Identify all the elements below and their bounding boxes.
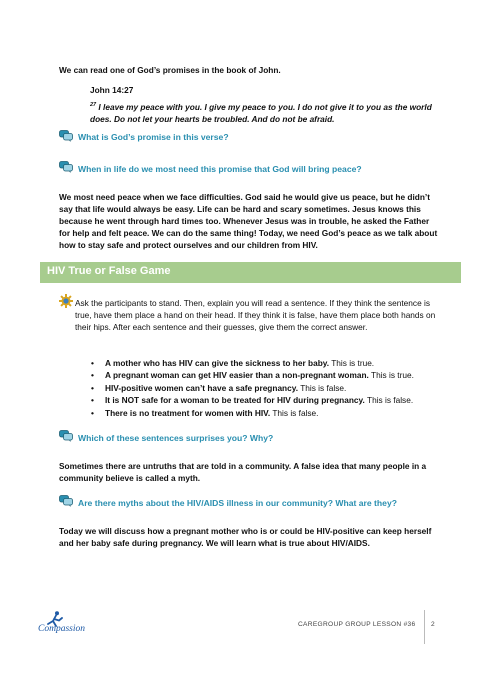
- chat-bubbles-icon: [59, 130, 73, 142]
- statement-text: HIV-positive women can’t have a safe pregnancy.: [105, 382, 299, 393]
- chat-bubbles-icon: [59, 495, 73, 507]
- list-item: [91, 382, 461, 394]
- discussion-question-3: [59, 429, 274, 447]
- statement-text: There is no treatment for women with HIV.: [105, 407, 271, 418]
- statement-text: A pregnant woman can get HIV easier than a non-pregnant woman.: [105, 370, 369, 381]
- statement-answer: This is true.: [368, 370, 414, 381]
- question-text: What is God’s promise in this verse?: [78, 132, 229, 142]
- question-text: Which of these sentences surprises you? Why?: [78, 433, 274, 443]
- discussion-question-4: [59, 494, 397, 512]
- footer-divider: [424, 610, 425, 644]
- statement-answer: This is false.: [364, 395, 414, 406]
- section-title: HIV True or False Game: [47, 265, 171, 277]
- verse-text: I leave my peace with you. I give my peace to you. I do not give it to you as the world does. Do not let your hearts be troubled. And do not be afraid.: [90, 101, 432, 124]
- list-item: [91, 369, 461, 381]
- verse-block: [90, 99, 450, 125]
- question-text: Are there myths about the HIV/AIDS illness in our community? What are they?: [78, 498, 397, 508]
- statement-text: A mother who has HIV can give the sickness to her baby.: [105, 358, 330, 368]
- chat-bubbles-icon: [59, 430, 73, 442]
- statement-answer: This is false.: [298, 382, 347, 393]
- statement-answer: This is true.: [329, 358, 375, 368]
- statement-answer: This is false.: [270, 407, 319, 418]
- paragraph-peace: We most need peace when we face difficulties. God said he would give us peace, but he didn’t say that life would always be easy. Life can be hard and scary sometimes. Jesus knows this because he went through hard times too. Whenever Jesus was in trouble, he asked the Father for help and felt peace. We can do the same thing! Today, we need God’s peace as we talk about how to stay safe and protect ourselves and our children from HIV.: [59, 192, 438, 250]
- instructions-text: Ask the participants to stand. Then, explain you will read a sentence. If they think the sentence is true, have them place a hand on their head. If they think it is false, have them place both hands on their hips. After each sentence and their guesses, give them the correct answer.: [75, 298, 436, 332]
- chat-bubbles-icon: [59, 161, 73, 173]
- statement-text: It is NOT safe for a woman to be treated for HIV during pregnancy.: [105, 395, 365, 406]
- gear-icon: [59, 294, 73, 308]
- section-banner: [40, 262, 461, 283]
- discussion-question-2: [59, 160, 362, 178]
- verse-number: 27: [90, 102, 97, 108]
- list-item: [91, 394, 461, 406]
- compassion-logo: [36, 611, 126, 637]
- list-item: [91, 357, 461, 369]
- paragraph-today: Today we will discuss how a pregnant mother who is or could be HIV-positive can keep herself and her baby safe during pregnancy. We will learn what is true about HIV/AIDS.: [59, 526, 432, 548]
- logo-text: Compassion: [38, 624, 85, 634]
- list-item: [91, 407, 461, 419]
- footer-lesson: CAREGROUP GROUP LESSON #36: [298, 621, 416, 628]
- paragraph-myth: Sometimes there are untruths that are told in a community. A false idea that many people in a community believe is called a myth.: [59, 461, 427, 483]
- statements-list: [91, 357, 461, 419]
- question-text: When in life do we most need this promise that God will bring peace?: [78, 164, 362, 174]
- page-number: 2: [431, 621, 435, 628]
- discussion-question-1: [59, 129, 229, 147]
- intro-text: We can read one of God’s promises in the book of John.: [59, 65, 281, 75]
- verse-reference: John 14:27: [90, 85, 134, 95]
